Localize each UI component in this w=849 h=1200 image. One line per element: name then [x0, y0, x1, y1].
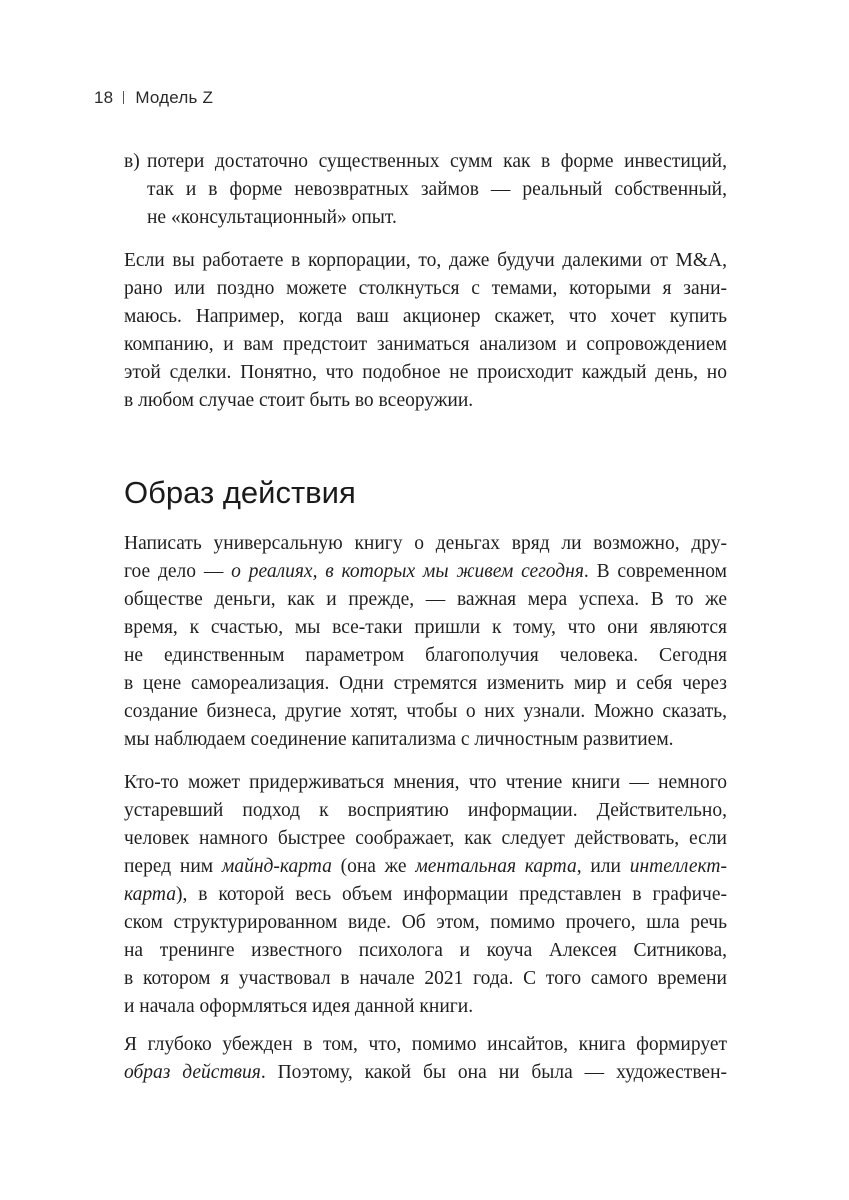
list-item-line: в) потери достаточно существенных сумм как в форме инвестиций, [124, 148, 727, 176]
page-number: 18 [94, 88, 114, 107]
header-divider [123, 91, 124, 104]
paragraph-2-line: мы наблюдаем соединение капитализма с личностным развитием. [124, 729, 674, 750]
paragraph-2-line: обществе деньги, как и прежде, — важная мера успеха. В то же [124, 589, 727, 610]
paragraph-1-line: рано или поздно можете столкнуться с темами, которыми я зани- [124, 278, 727, 299]
paragraph-3-line: перед ним майнд-карта (она же ментальная карта, или интеллект- [124, 856, 727, 877]
italic-phrase: о реалиях, в которых мы живем сегодня [231, 561, 584, 582]
paragraph-2-line: Написать универсальную книгу о деньгах вряд ли возможно, дру- [124, 533, 727, 554]
paragraph-3-line: в котором я участвовал в начале 2021 года. С того самого времени [124, 968, 727, 989]
paragraph-3-line: и начала оформляться идея данной книги. [124, 996, 474, 1017]
paragraph-3-line: человек намного быстрее соображает, как следует действовать, если [124, 828, 727, 849]
paragraph-4-line: Я глубоко убежден в том, что, помимо инсайтов, книга формирует [124, 1034, 727, 1055]
paragraph-3-line: устаревший подход к восприятию информации. Действительно, [124, 800, 727, 821]
list-item-line: не «консультационный» опыт. [147, 207, 397, 228]
italic-term: майнд-карта [221, 856, 332, 877]
paragraph-2-line: не единственным параметром благополучия человека. Сегодня [124, 645, 727, 666]
paragraph-2-line: создание бизнеса, другие хотят, чтобы о них узнали. Можно сказать, [124, 701, 727, 722]
paragraph-1-line: Если вы работаете в корпорации, то, даже будучи далекими от M&A, [124, 250, 727, 271]
paragraph-2-line: гое дело — о реалиях, в которых мы живем сегодня. В современном [124, 561, 728, 582]
italic-term: карта [124, 884, 176, 905]
italic-term: ментальная карта [415, 856, 577, 877]
paragraph-1-line: маюсь. Например, когда ваш акционер скажет, что хочет купить [124, 306, 727, 327]
paragraph-1-line: компанию, и вам предстоит заниматься анализом и сопровождением [124, 334, 727, 355]
paragraph-4-line: образ действия. Поэтому, какой бы она ни была — художествен- [124, 1062, 727, 1083]
paragraph-1-line: этой сделки. Понятно, что подобное не происходит каждый день, но [124, 362, 727, 383]
italic-term: образ действия [124, 1062, 261, 1083]
paragraph-3-line: ском структурированном виде. Об этом, помимо прочего, шла речь [124, 912, 727, 933]
section-heading: Образ действия [124, 475, 356, 510]
italic-term: интеллект- [629, 856, 727, 877]
paragraph-3-line: на тренинге известного психолога и коуча Алексея Ситникова, [124, 940, 727, 961]
paragraph-2-line: время, к счастью, мы все-таки пришли к тому, что они являются [124, 617, 727, 638]
running-header [94, 88, 213, 108]
paragraph-3-line: Кто-то может придерживаться мнения, что чтение книги — немного [124, 772, 727, 793]
book-title: Модель Z [135, 88, 214, 107]
list-item-line: так и в форме невозвратных займов — реальный собственный, [147, 179, 727, 200]
list-marker: в) [124, 151, 140, 172]
paragraph-3-line: карта), в которой весь объем информации представлен в графиче- [124, 884, 727, 905]
paragraph-1-line: в любом случае стоит быть во всеоружии. [124, 390, 474, 411]
paragraph-2-line: в цене самореализация. Одни стремятся изменить мир и себя через [124, 673, 727, 694]
